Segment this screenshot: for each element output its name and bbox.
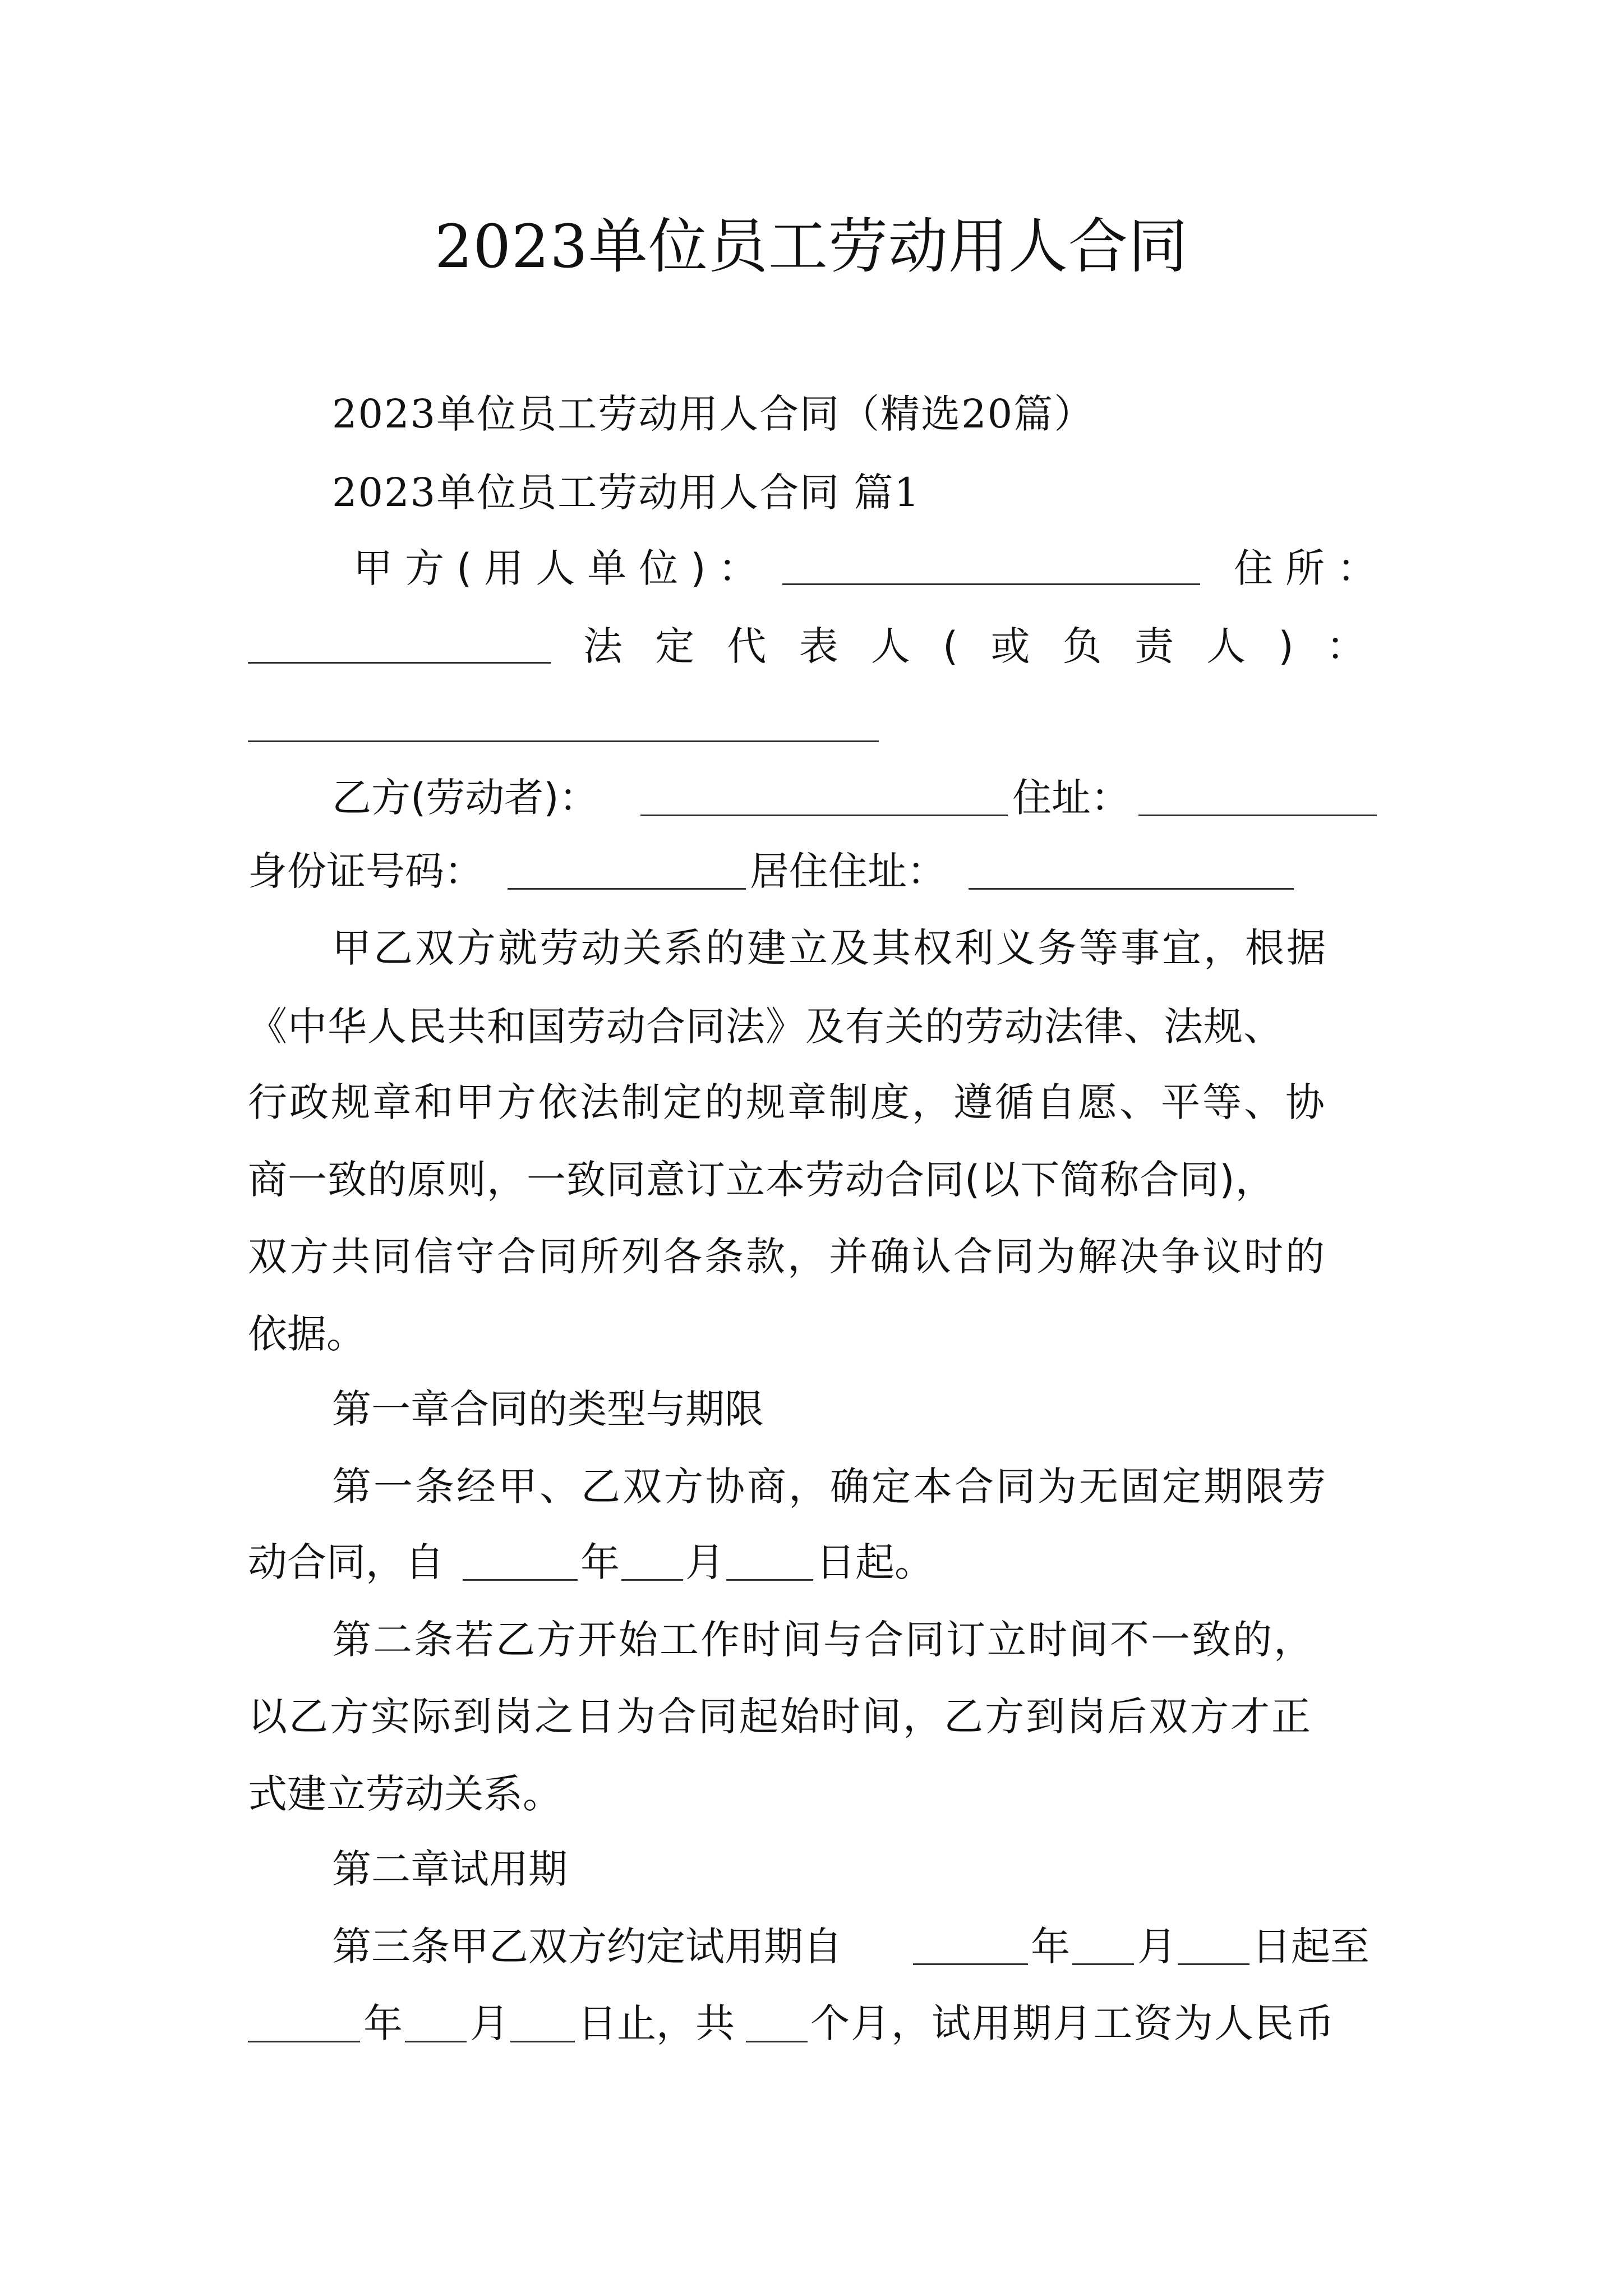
party-b-residence-blank xyxy=(969,888,1294,890)
intro-line-4: 商一致的原则，一致同意订立本劳动合同(以下简称合同)， xyxy=(248,1157,1275,1203)
article-2-line-2: 以乙方实际到岗之日为合同起始时间，乙方到岗后双方才正 xyxy=(248,1694,1312,1740)
article-3-months-blank xyxy=(746,2041,808,2042)
article-3-start-year-blank xyxy=(913,1963,1028,1965)
article-3-line-1-a: 第三条甲乙双方约定试用期自 xyxy=(332,1924,842,1970)
document-title: 2023单位员工劳动用人合同 xyxy=(435,212,1188,281)
article-3-start-year-label: 年 xyxy=(1031,1924,1070,1970)
intro-line-3: 行政规章和甲方依法制定的规章制度，遵循自愿、平等、协 xyxy=(248,1079,1327,1125)
article-1-line-2-a: 动合同，自 xyxy=(248,1539,444,1585)
party-b-id-blank xyxy=(508,888,746,890)
article-1-line-1: 第一条经甲、乙双方协商，确定本合同为无固定期限劳 xyxy=(332,1464,1328,1510)
article-3-end-month-label: 月 xyxy=(470,2000,509,2046)
article-3-end-month-blank xyxy=(405,2041,467,2042)
party-b-residence-label: 居住住址： xyxy=(750,848,946,894)
party-b-label: 乙方(劳动者)： xyxy=(332,775,598,821)
rep-name-blank xyxy=(248,740,879,742)
article-2-line-3: 式建立劳动关系。 xyxy=(248,1771,562,1817)
article-3-months-label: 个月，试用期月工资为人民币 xyxy=(810,2000,1335,2046)
party-a-label: 甲方(用人单位)： xyxy=(353,545,770,591)
document-subtitle: 2023单位员工劳动用人合同（精选20篇） xyxy=(332,391,1095,437)
article-3-end-year-label: 年 xyxy=(363,2000,403,2046)
rep-label-row: 法 定 代 表 人 ( 或 负 责 人 ) ： xyxy=(583,623,1366,669)
article-1-day-label: 日起。 xyxy=(816,1539,934,1585)
party-b-name-blank xyxy=(640,815,1008,816)
chapter-1-heading: 第一章合同的类型与期限 xyxy=(332,1386,764,1432)
article-3-end-day-label: 日止，共 xyxy=(578,2000,735,2046)
article-1-month-label: 月 xyxy=(685,1539,725,1585)
intro-line-2: 《中华人民共和国劳动合同法》及有关的劳动法律、法规、 xyxy=(248,1004,1283,1050)
article-2-line-1: 第二条若乙方开始工作时间与合同订立时间不一致的， xyxy=(332,1617,1315,1663)
article-3-start-day-label: 日起至 xyxy=(1252,1924,1370,1970)
party-b-address-blank xyxy=(1138,815,1377,816)
article-1-year-blank xyxy=(463,1579,578,1581)
intro-line-1: 甲乙双方就劳动关系的建立及其权利义务等事宜，根据 xyxy=(332,925,1328,971)
section-heading: 2023单位员工劳动用人合同 篇1 xyxy=(332,470,920,516)
chapter-2-heading: 第二章试用期 xyxy=(332,1846,568,1892)
article-3-start-month-label: 月 xyxy=(1137,1924,1177,1970)
party-a-address-blank xyxy=(248,662,551,664)
party-b-id-label: 身份证号码： xyxy=(248,848,483,894)
article-3-start-month-blank xyxy=(1072,1963,1134,1965)
article-1-year-label: 年 xyxy=(580,1539,620,1585)
article-3-end-day-blank xyxy=(510,2041,575,2042)
party-a-name-blank xyxy=(782,583,1200,585)
article-3-end-year-blank xyxy=(248,2041,360,2042)
article-1-month-blank xyxy=(621,1579,683,1581)
party-b-address-label: 住址： xyxy=(1012,775,1130,821)
intro-line-6: 依据。 xyxy=(248,1311,366,1357)
intro-line-5: 双方共同信守合同所列各条款，并确认合同为解决争议时的 xyxy=(248,1234,1327,1280)
article-3-start-day-blank xyxy=(1178,1963,1249,1965)
party-a-address-label: 住所： xyxy=(1234,545,1389,591)
article-1-day-blank xyxy=(726,1579,813,1581)
